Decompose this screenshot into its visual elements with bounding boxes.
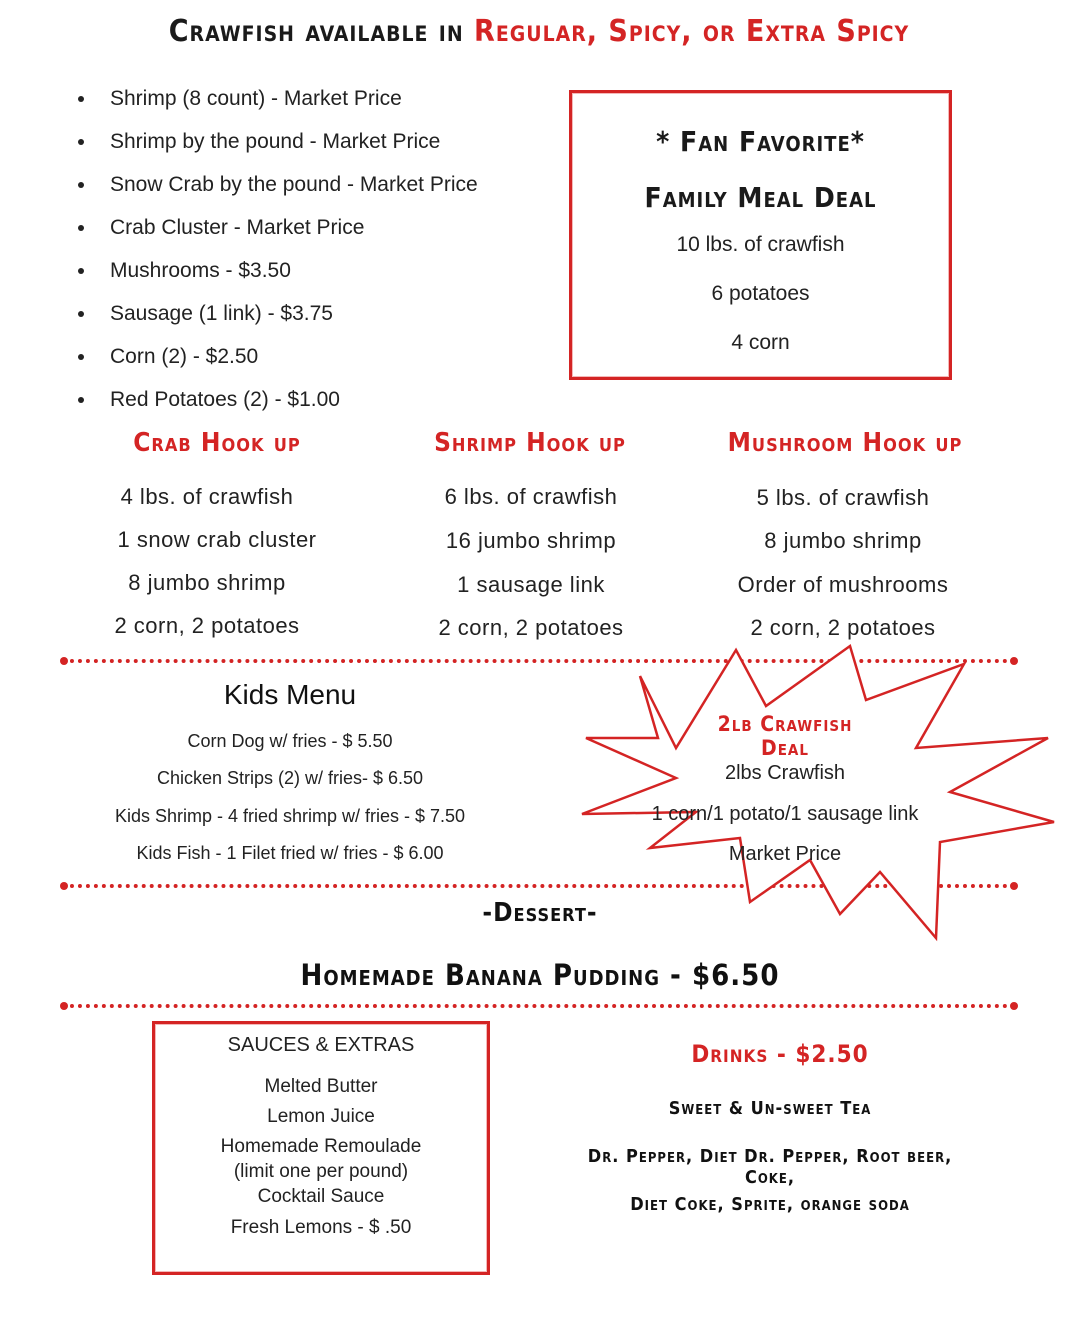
drinks-title: Drinks - $2.50: [691, 1040, 869, 1068]
crab-hookup-title: Crab Hook up: [133, 428, 301, 458]
banana-pudding-item: Homemade Banana Pudding - $6.50: [300, 958, 780, 992]
deal-line: 4 corn: [731, 331, 790, 354]
crab-hookup-line: 8 jumbo shrimp: [128, 570, 286, 595]
deal-line: 6 potatoes: [711, 282, 810, 305]
dessert-title: -Dessert-: [482, 898, 598, 928]
starburst-shape: [578, 642, 1058, 942]
shrimp-hookup-line: 1 sausage link: [457, 572, 605, 597]
crab-hookup-line: 4 lbs. of crawfish: [120, 484, 294, 509]
crawfish-deal-line: Market Price: [728, 843, 842, 865]
crawfish-deal-title: 2lb Crawfish Deal: [717, 712, 853, 760]
mushroom-hookup-line: 8 jumbo shrimp: [764, 528, 922, 553]
list-item: Shrimp (8 count) - Market Price: [76, 82, 478, 125]
bullet-icon: [78, 397, 84, 403]
list-item: Shrimp by the pound - Market Price: [76, 125, 478, 168]
list-item: Corn (2) - $2.50: [76, 340, 478, 383]
bullet-icon: [78, 311, 84, 317]
drink-line: Sweet & Un-sweet Tea: [668, 1098, 872, 1119]
bullet-icon: [78, 268, 84, 274]
bullet-icon: [78, 182, 84, 188]
sauce-item: Homemade Remoulade: [220, 1136, 422, 1157]
deal-line: 10 lbs. of crawfish: [676, 233, 845, 256]
drink-line: Dr. Pepper, Diet Dr. Pepper, Root beer, Coke,: [587, 1146, 953, 1188]
shrimp-hookup-line: 16 jumbo shrimp: [445, 528, 617, 553]
banner-spice-options: Regular, Spicy, or Extra Spicy: [474, 14, 910, 49]
list-item: Snow Crab by the pound - Market Price: [76, 168, 478, 211]
fan-favorite-tag: * Fan Favorite*: [656, 125, 865, 158]
sauce-item: Lemon Juice: [267, 1106, 375, 1127]
banner-prefix: Crawfish available in: [168, 14, 464, 49]
crab-hookup-line: 2 corn, 2 potatoes: [114, 613, 300, 638]
page-banner: [0, 14, 1078, 49]
sauce-item: Cocktail Sauce: [257, 1186, 385, 1207]
kids-menu-item: Corn Dog w/ fries - $ 5.50: [187, 731, 393, 751]
list-item: Sausage (1 link) - $3.75: [76, 297, 478, 340]
shrimp-hookup-line: 6 lbs. of crawfish: [444, 484, 618, 509]
dotted-divider: [62, 1004, 1016, 1008]
shrimp-hookup-title: Shrimp Hook up: [434, 428, 626, 458]
family-meal-deal-box: [569, 90, 952, 380]
a-la-carte-list: [76, 82, 478, 426]
sauces-extras-box: [152, 1021, 490, 1275]
list-item: Red Potatoes (2) - $1.00: [76, 383, 478, 426]
crawfish-deal-line: 1 corn/1 potato/1 sausage link: [651, 803, 919, 825]
sauce-item: Melted Butter: [264, 1076, 378, 1097]
list-item: Crab Cluster - Market Price: [76, 211, 478, 254]
crab-hookup-line: 1 snow crab cluster: [117, 527, 317, 552]
bullet-icon: [78, 96, 84, 102]
kids-menu-item: Kids Fish - 1 Filet fried w/ fries - $ 6.00: [136, 843, 444, 863]
mushroom-hookup-line: 5 lbs. of crawfish: [756, 485, 930, 510]
kids-menu-item: Chicken Strips (2) w/ fries- $ 6.50: [156, 768, 424, 788]
bullet-icon: [78, 139, 84, 145]
bullet-icon: [78, 225, 84, 231]
shrimp-hookup-line: 2 corn, 2 potatoes: [438, 615, 624, 640]
crawfish-deal-line: 2lbs Crawfish: [724, 762, 846, 784]
kids-menu-title: Kids Menu: [223, 679, 357, 710]
family-meal-deal-title: Family Meal Deal: [644, 181, 877, 214]
kids-menu-item: Kids Shrimp - 4 fried shrimp w/ fries - $ 7.50: [114, 806, 466, 826]
drink-line: Diet Coke, Sprite, orange soda: [630, 1194, 910, 1215]
mushroom-hookup-line: 2 corn, 2 potatoes: [750, 615, 936, 640]
mushroom-hookup-line: Order of mushrooms: [737, 572, 949, 597]
bullet-icon: [78, 354, 84, 360]
sauce-note: (limit one per pound): [233, 1161, 409, 1182]
list-item: Mushrooms - $3.50: [76, 254, 478, 297]
sauces-title: SAUCES & EXTRAS: [227, 1034, 415, 1056]
sauce-item: Fresh Lemons - $ .50: [230, 1217, 412, 1238]
mushroom-hookup-title: Mushroom Hook up: [727, 428, 963, 458]
